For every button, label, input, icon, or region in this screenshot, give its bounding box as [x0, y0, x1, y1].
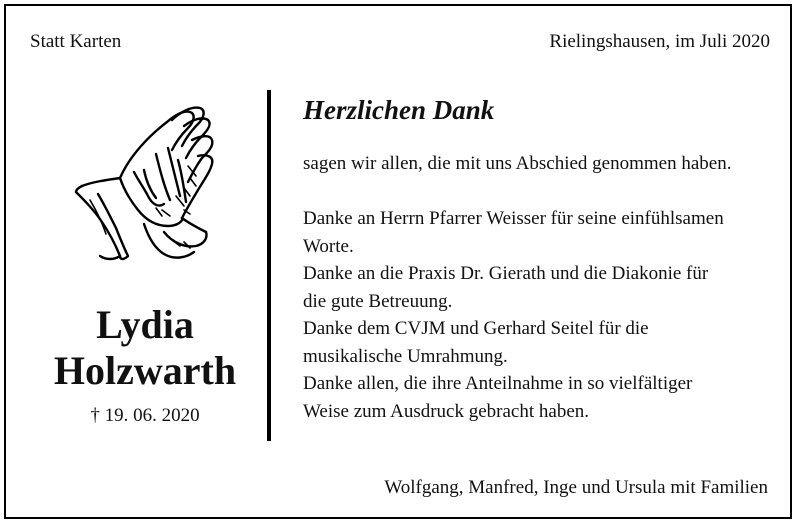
thanks-intro: sagen wir allen, die mit uns Abschied genommen haben.: [303, 153, 732, 174]
thanks-line: Danke an Herrn Pfarrer Weisser für seine einfühlsamen: [303, 208, 724, 229]
thanks-line: Worte.: [303, 235, 354, 257]
thanks-line: Danke allen, die ihre Anteilnahme in so vielfältiger: [303, 373, 693, 394]
thanks-heading: Herzlichen Dank: [303, 95, 495, 125]
thanks-paragraph: [303, 205, 773, 425]
vertical-divider: [267, 90, 271, 441]
thanks-line: musikalische Umrahmung.: [303, 345, 508, 367]
header-statt-karten: Statt Karten: [30, 31, 122, 52]
death-date: † 19. 06. 2020: [90, 405, 200, 426]
praying-hands-icon: [72, 100, 222, 262]
deceased-first-name: Lydia: [96, 302, 194, 347]
thanks-line: Danke an die Praxis Dr. Gierath und die Diakonie für: [303, 263, 709, 284]
thanks-line: Weise zum Ausdruck gebracht haben.: [303, 400, 590, 422]
header-place-date: Rielingshausen, im Juli 2020: [549, 31, 770, 52]
family-signature: Wolfgang, Manfred, Inge und Ursula mit Familien: [384, 477, 768, 498]
thanks-line: Danke dem CVJM und Gerhard Seitel für die: [303, 318, 649, 339]
thanks-line: die gute Betreuung.: [303, 290, 453, 312]
deceased-last-name: Holzwarth: [53, 348, 237, 393]
